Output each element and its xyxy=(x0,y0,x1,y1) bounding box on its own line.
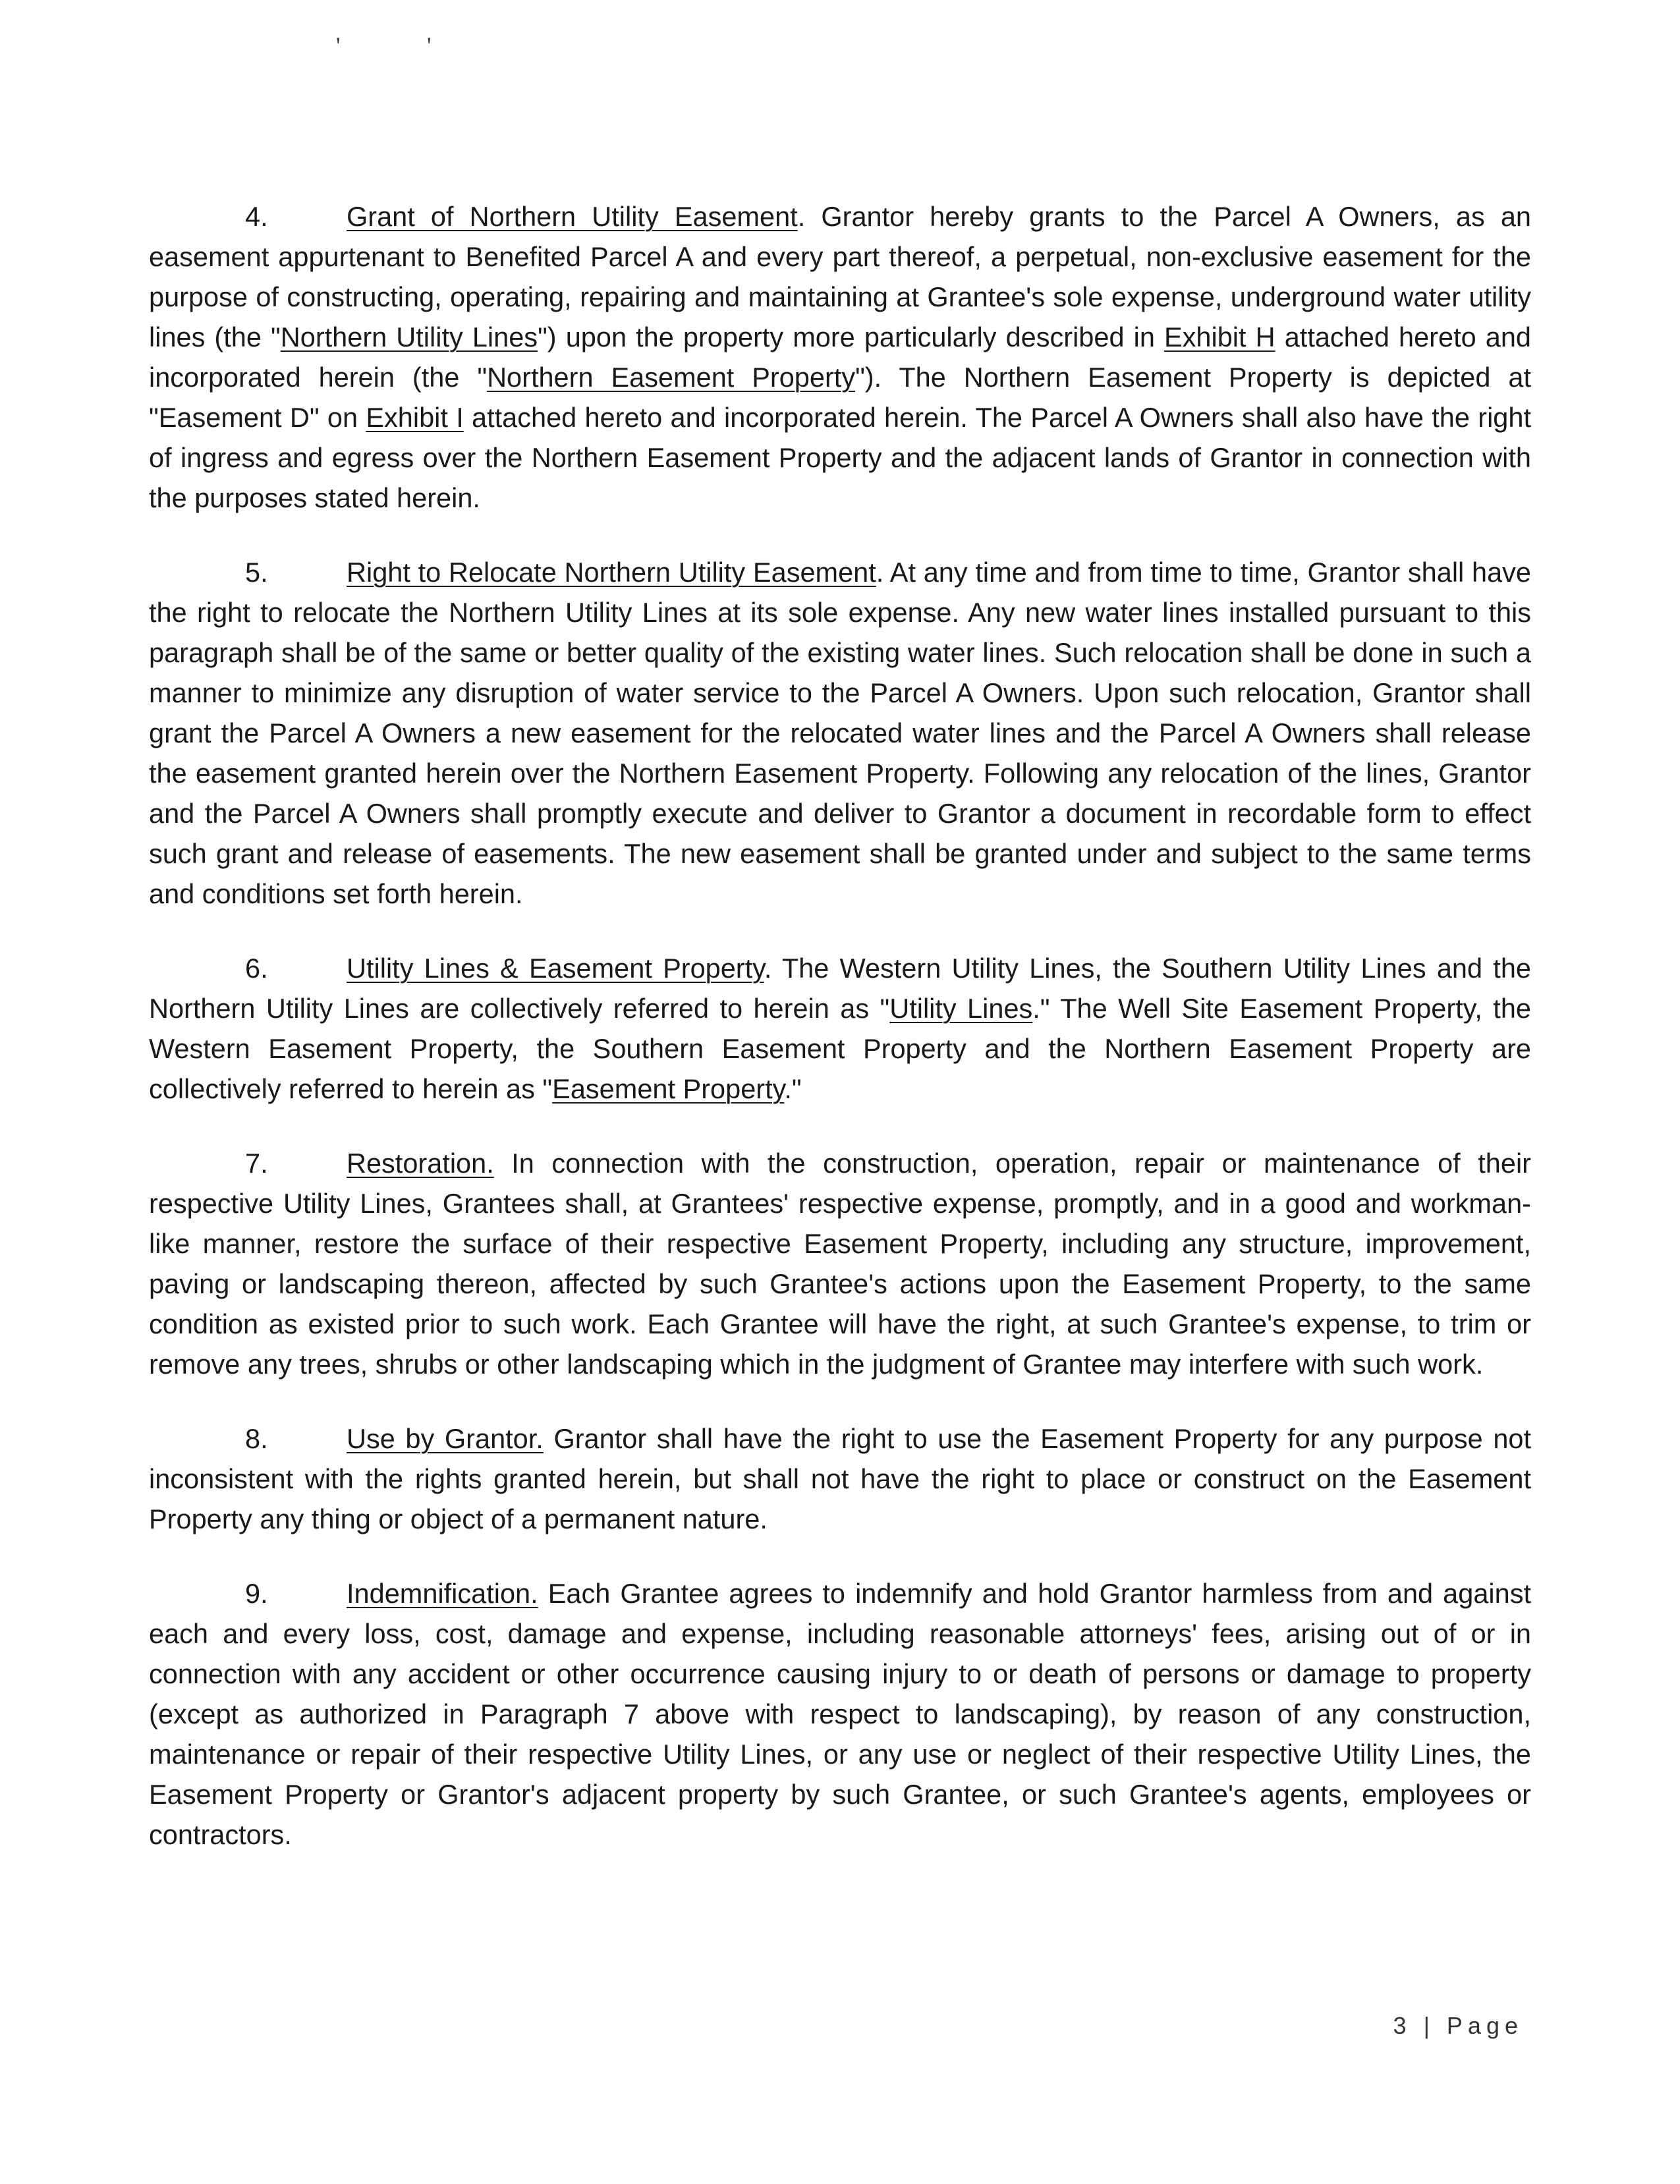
paragraph-text: attached hereto and incorporated herein. The Parcel A Owners shall also have the right of ingress and egress over the Northern Easement Property and the adjacent lands of Grantor in connection with the purposes stated herein. xyxy=(149,402,1531,513)
paragraph-text: ") upon the property more particularly described in xyxy=(538,322,1164,352)
paragraph-heading: Use by Grantor. xyxy=(347,1423,544,1454)
paragraph-heading: Indemnification. xyxy=(347,1578,538,1609)
paragraph-text: . Grantor hereby grants to the Parcel A Owners, as an easement appurtenant to Benefited Parcel A and every part thereof, a perpetual, non-exclusive easement for the purpose of constructing, operating, repairing and maintaining at Grantee's sole expense, underground water utility lines (the " xyxy=(149,201,1531,352)
exhibit-reference: Exhibit H xyxy=(1164,322,1275,352)
paragraph-8 xyxy=(149,1418,1531,1539)
paragraph-number: 9. xyxy=(245,1578,268,1609)
paragraph-text: . At any time and from time to time, Grantor shall have the right to relocate the Northern Utility Lines at its sole expense. Any new water lines installed pursuant to this paragraph shall be of the same or better quality of the existing water lines. Such relocation shall be done in such a manner to minimize any disruption of water service to the Parcel A Owners. Upon such relocation, Grantor shall grant the Parcel A Owners a new easement for the relocated water lines and the Parcel A Owners shall release the easement granted herein over the Northern Easement Property. Following any relocation of the lines, Grantor and the Parcel A Owners shall promptly execute and deliver to Grantor a document in recordable form to effect such grant and release of easements. The new easement shall be granted under and subject to the same terms and conditions set forth herein. xyxy=(149,557,1531,909)
paragraph-7 xyxy=(149,1143,1531,1384)
paragraph-number: 5. xyxy=(245,557,268,588)
paragraph-number: 6. xyxy=(245,953,268,984)
paragraph-text: . The Western Utility Lines, the Southern Utility Lines and the Northern Utility Lines are collectively referred to herein as " xyxy=(149,953,1531,1024)
document-body xyxy=(149,196,1531,1889)
paragraph-heading: Utility Lines & Easement Property xyxy=(347,953,764,984)
scan-mark: ' xyxy=(427,32,432,59)
defined-term: Utility Lines xyxy=(889,993,1033,1024)
paragraph-number: 8. xyxy=(245,1423,268,1454)
paragraph-6 xyxy=(149,948,1531,1109)
defined-term: Easement Property xyxy=(552,1073,785,1104)
paragraph-text: Grantor shall have the right to use the Easement Property for any purpose not inconsistent with the rights granted herein, but shall not have the right to place or construct on the Easement Property any thing or object of a permanent nature. xyxy=(149,1423,1532,1534)
defined-term: Northern Easement Property xyxy=(487,362,856,393)
paragraph-4 xyxy=(149,196,1531,518)
paragraph-5 xyxy=(149,552,1531,914)
page-number-footer: 3 | Page xyxy=(1393,2012,1523,2039)
paragraph-text: ." The Well Site Easement Property, the Western Easement Property, the Southern Easement Property and the Northern Easement Property are collectively referred to herein as " xyxy=(149,993,1531,1104)
paragraph-heading: Right to Relocate Northern Utility Easement xyxy=(347,557,876,588)
paragraph-heading: Restoration. xyxy=(347,1148,494,1179)
paragraph-text: Each Grantee agrees to indemnify and hold Grantor harmless from and against each and every loss, cost, damage and expense, including reasonable attorneys' fees, arising out of or in connection with any accident or other occurrence causing injury to or death of persons or damage to property (except as authorized in Paragraph 7 above with respect to landscaping), by reason of any construction, maintenance or repair of their respective Utility Lines, or any use or neglect of their respective Utility Lines, the Easement Property or Grantor's adjacent property by such Grantee, or such Grantee's agents, employees or contractors. xyxy=(149,1578,1531,1850)
paragraph-9 xyxy=(149,1573,1531,1855)
exhibit-reference: Exhibit I xyxy=(366,402,464,433)
paragraph-text: ." xyxy=(784,1073,802,1104)
defined-term: Northern Utility Lines xyxy=(280,322,538,352)
scan-mark: ' xyxy=(336,32,341,59)
paragraph-text: "). The Northern Easement Property is depicted at "Easement D" on xyxy=(149,362,1531,433)
paragraph-heading: Grant of Northern Utility Easement xyxy=(347,201,798,232)
paragraph-number: 7. xyxy=(245,1148,268,1179)
paragraph-number: 4. xyxy=(245,201,268,232)
paragraph-text: In connection with the construction, operation, repair or maintenance of their respective Utility Lines, Grantees shall, at Grantees' respective expense, promptly, and in a good and workman-like manner, restore the surface of their respective Easement Property, including any structure, improvement, paving or landscaping thereon, affected by such Grantee's actions upon the Easement Property, to the same condition as existed prior to such work. Each Grantee will have the right, at such Grantee's expense, to trim or remove any trees, shrubs or other landscaping which in the judgment of Grantee may interfere with such work. xyxy=(149,1148,1531,1380)
paragraph-text: attached hereto and incorporated herein (the " xyxy=(149,322,1532,393)
